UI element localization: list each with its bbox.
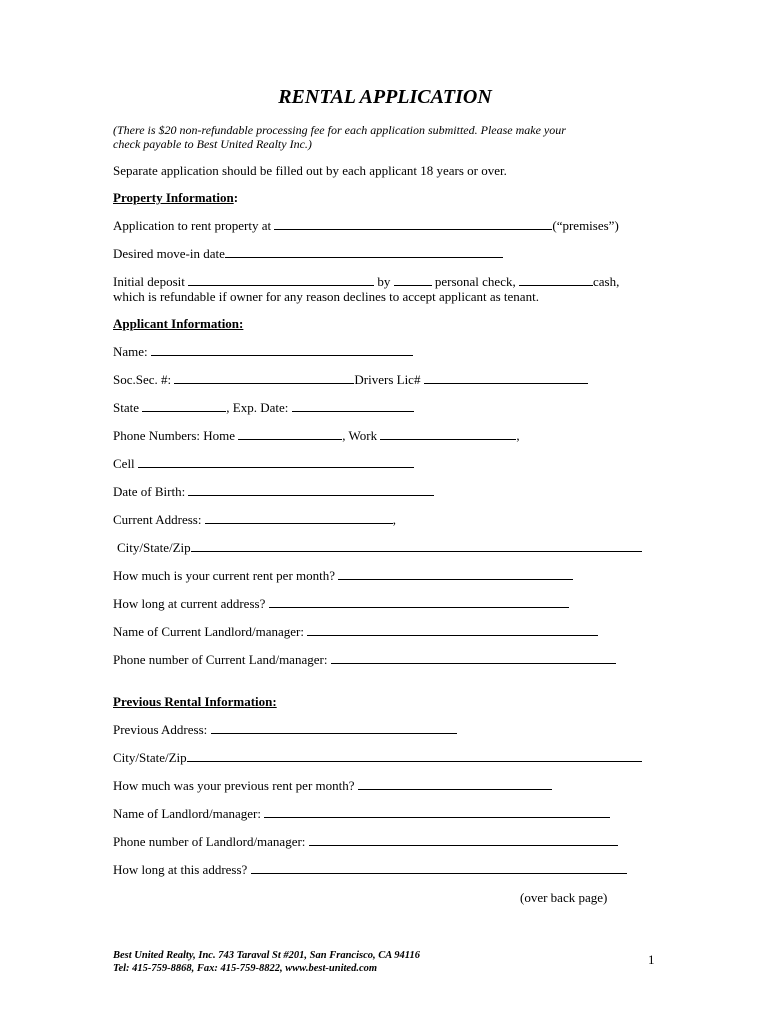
footer-address: Best United Realty, Inc. 743 Taraval St #201, San Francisco, CA 94116 (113, 950, 420, 961)
name-field[interactable] (151, 344, 413, 356)
personal-check-field[interactable] (394, 274, 432, 286)
previous-rent-field[interactable] (358, 778, 552, 790)
how-long-current-row: How long at current address? (113, 596, 569, 612)
over-back-page: (over back page) (520, 890, 608, 905)
page-number: 1 (648, 952, 655, 967)
how-long-current-field[interactable] (269, 596, 569, 608)
current-landlord-phone-row: Phone number of Current Land/manager: (113, 652, 616, 668)
deposit-row: Initial deposit by personal check, cash, (113, 274, 620, 289)
previous-landlord-phone-row: Phone number of Landlord/manager: (113, 834, 618, 850)
previous-city-field[interactable] (187, 750, 642, 762)
current-rent-row: How much is your current rent per month? (113, 568, 573, 584)
previous-address-row: Previous Address: (113, 722, 457, 738)
fee-note-line-1: (There is $20 non-refundable processing fee for each application submitted. Please make your (113, 123, 566, 137)
move-in-date-field[interactable] (225, 246, 503, 258)
dob-field[interactable] (188, 484, 434, 496)
ssn-field[interactable] (174, 372, 354, 384)
name-row: Name: (113, 344, 413, 360)
home-phone-field[interactable] (238, 428, 342, 440)
previous-landlord-field[interactable] (264, 806, 610, 818)
footer-contact: Tel: 415-759-8868, Fax: 415-759-8822, www.best-united.com (113, 963, 378, 974)
previous-city-row: City/State/Zip (113, 750, 642, 766)
previous-section-heading: Previous Rental Information: (113, 694, 277, 709)
current-landlord-phone-field[interactable] (331, 652, 616, 664)
state-field[interactable] (142, 400, 226, 412)
cash-field[interactable] (519, 274, 593, 286)
current-landlord-field[interactable] (307, 624, 598, 636)
work-phone-field[interactable] (380, 428, 516, 440)
refund-note: which is refundable if owner for any reason declines to accept applicant as tenant. (113, 289, 539, 304)
move-in-row: Desired move-in date (113, 246, 503, 262)
current-city-row: City/State/Zip (117, 540, 642, 556)
cell-phone-field[interactable] (138, 456, 414, 468)
property-address-field[interactable] (274, 218, 552, 230)
phone-row: Phone Numbers: Home , Work , (113, 428, 520, 443)
deposit-amount-field[interactable] (188, 274, 374, 286)
applicant-section-heading: Applicant Information: (113, 316, 244, 331)
fee-note-line-2: check payable to Best United Realty Inc.) (113, 137, 312, 151)
cell-row: Cell (113, 456, 414, 472)
drivers-license-field[interactable] (424, 372, 588, 384)
exp-date-field[interactable] (292, 400, 414, 412)
previous-address-field[interactable] (211, 722, 457, 734)
previous-how-long-field[interactable] (251, 862, 627, 874)
current-address-row: Current Address: , (113, 512, 396, 527)
page-title: RENTAL APPLICATION (278, 86, 492, 108)
current-city-field[interactable] (191, 540, 642, 552)
previous-rent-row: How much was your previous rent per month? (113, 778, 552, 794)
current-address-field[interactable] (205, 512, 393, 524)
previous-how-long-row: How long at this address? (113, 862, 627, 878)
property-address-row: Application to rent property at (“premises”) (113, 218, 619, 233)
dob-row: Date of Birth: (113, 484, 434, 500)
ssn-license-row: Soc.Sec. #: Drivers Lic# (113, 372, 588, 388)
current-landlord-row: Name of Current Landlord/manager: (113, 624, 598, 640)
previous-landlord-phone-field[interactable] (309, 834, 618, 846)
state-exp-row: State , Exp. Date: (113, 400, 414, 416)
separate-application-note: Separate application should be filled out by each applicant 18 years or over. (113, 163, 507, 178)
current-rent-field[interactable] (338, 568, 573, 580)
previous-landlord-row: Name of Landlord/manager: (113, 806, 610, 822)
property-section-heading: Property Information: (113, 190, 239, 205)
